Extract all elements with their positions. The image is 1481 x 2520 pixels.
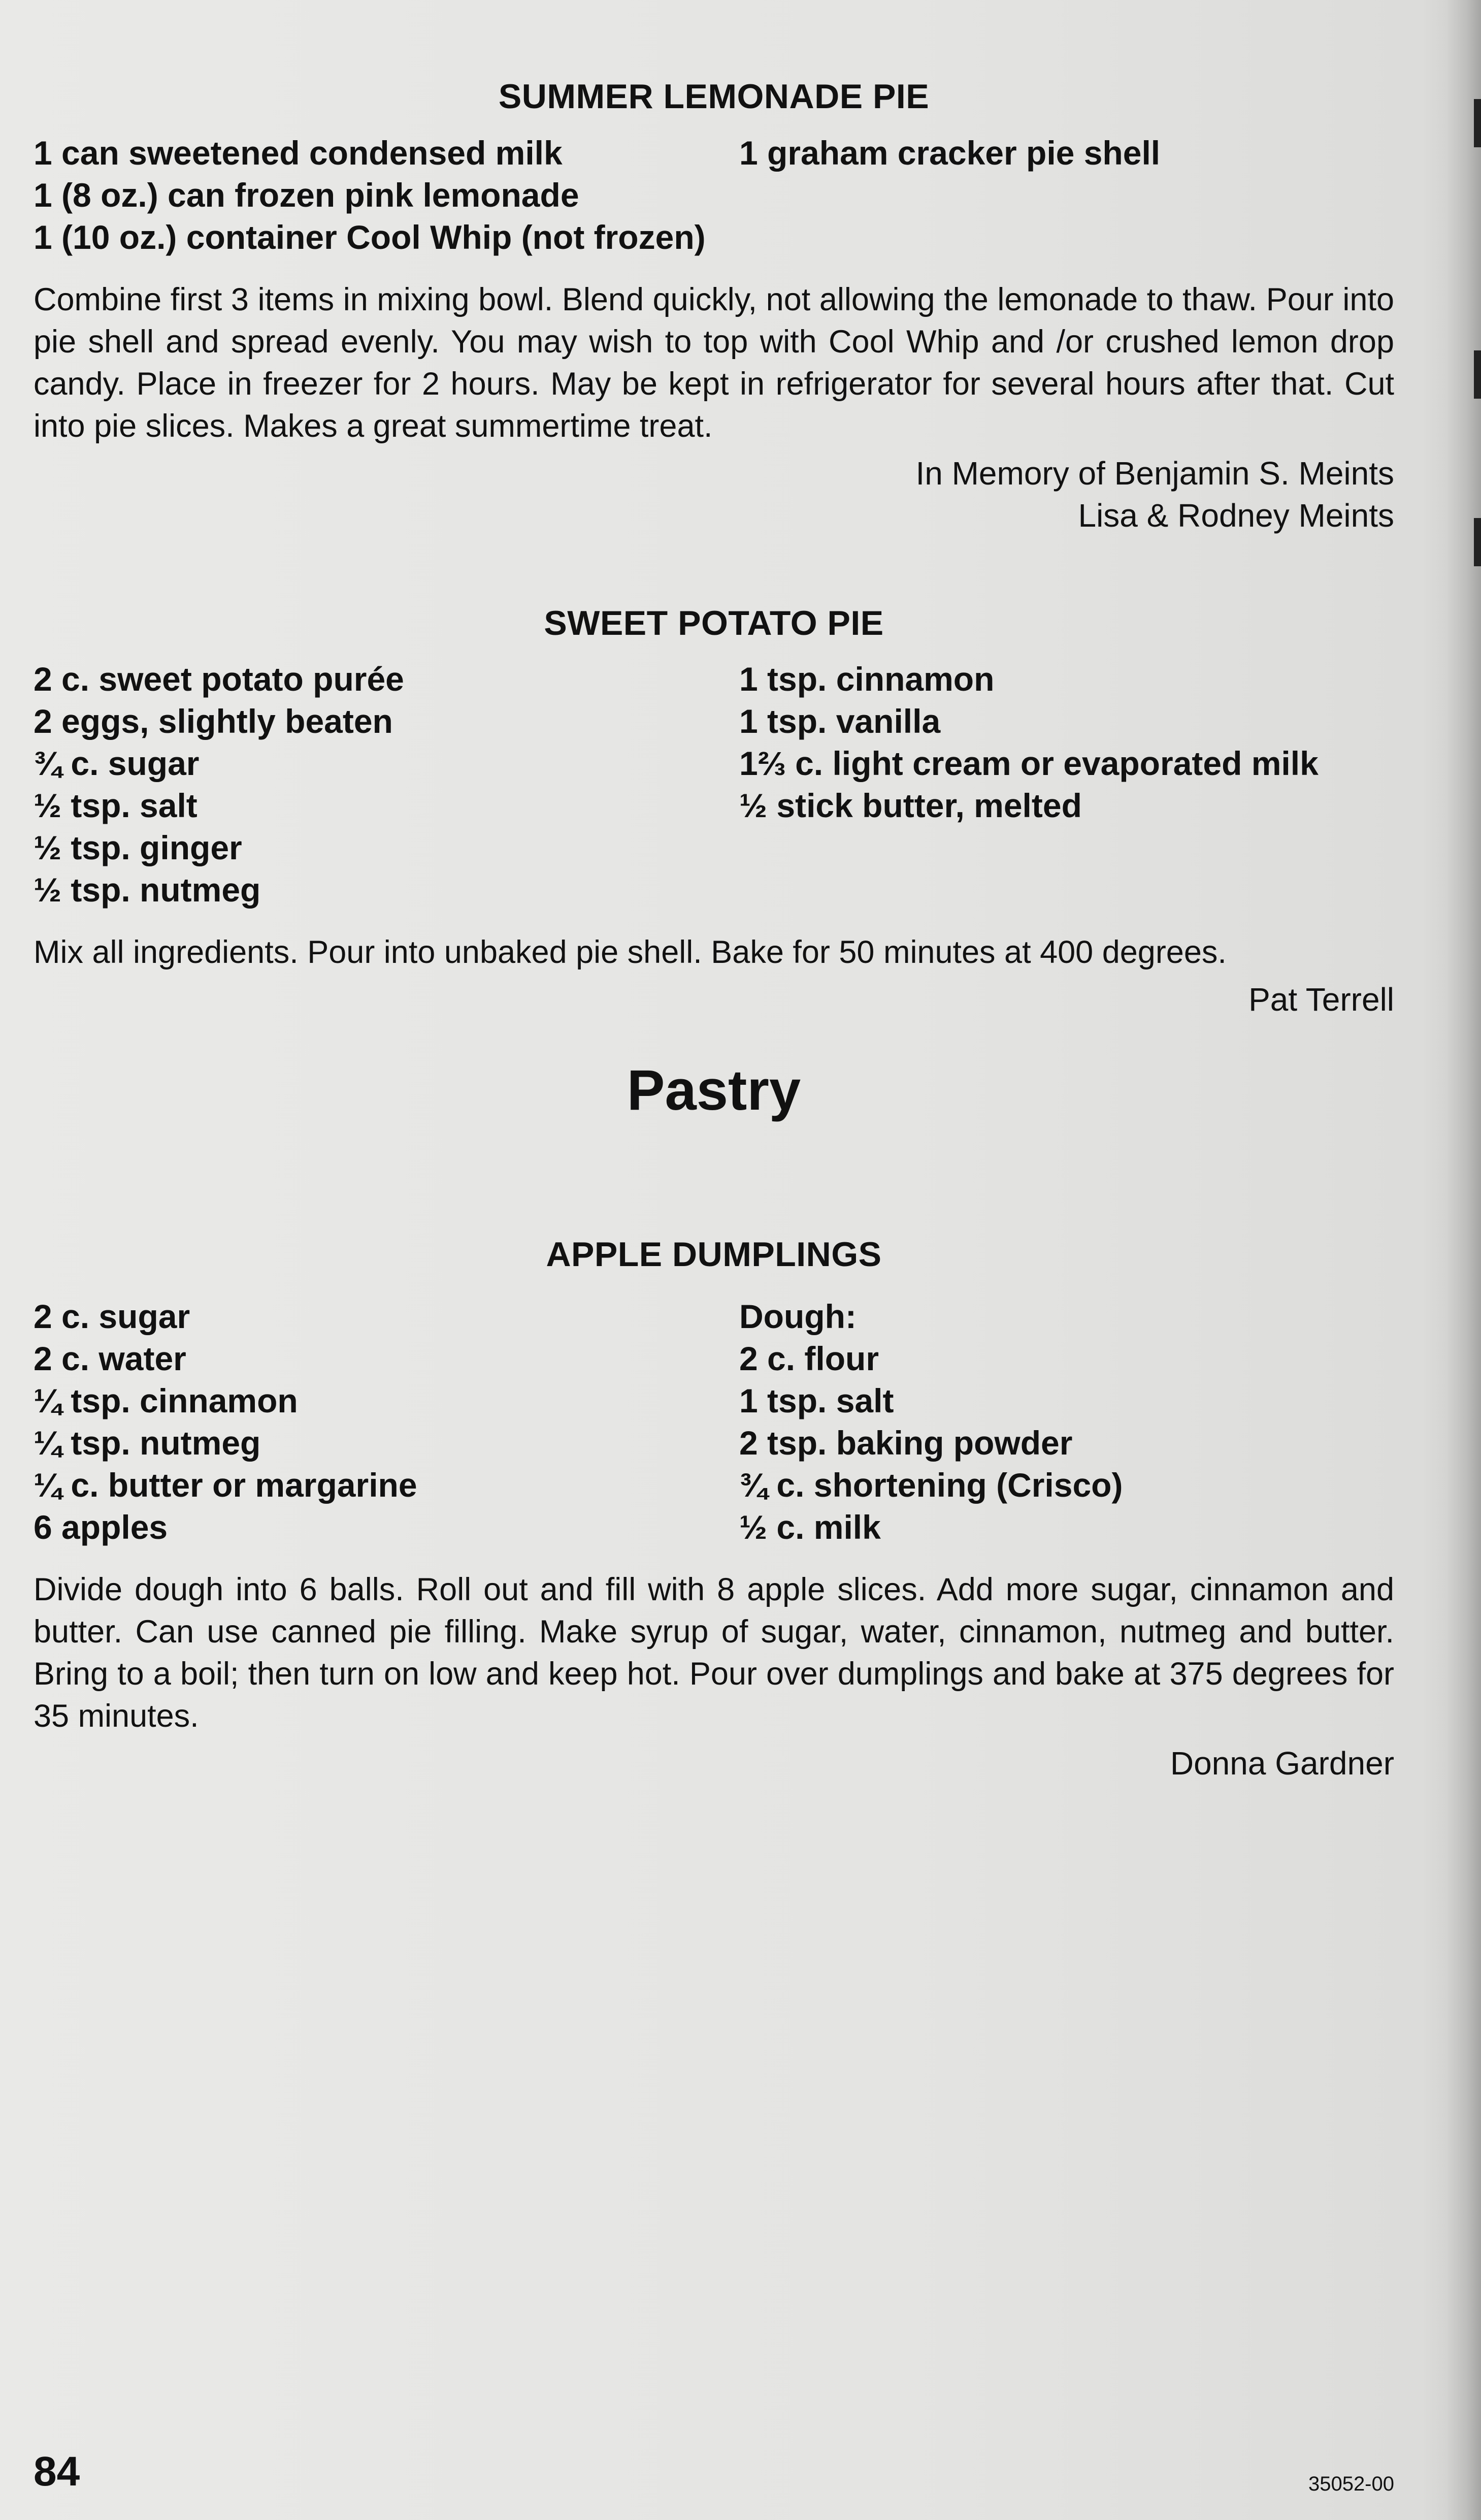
page-footer xyxy=(34,2448,1394,2496)
recipe-summer-lemonade-pie xyxy=(34,76,1394,537)
ingredient: 2 c. water xyxy=(34,1340,186,1378)
ingredient: ¾ c. shortening (Crisco) xyxy=(739,1466,1123,1504)
ingredient: ½ tsp. nutmeg xyxy=(34,871,261,909)
ingredient: 1 tsp. salt xyxy=(739,1382,894,1420)
ingredient: ½ c. milk xyxy=(739,1508,881,1546)
section-title: Pastry xyxy=(627,1058,801,1122)
recipe-instructions: Combine first 3 items in mixing bowl. Blend quickly, not allowing the lemonade to thaw. Pour into pie shell and spread evenly. You may wish to top with Cool Whip and /or crushed lemon drop candy. Place in freezer for 2 hours. May be kept in refrigerator for several hours after that. Cut into pie slices. Makes a great summertime treat. xyxy=(34,281,1394,444)
recipe-credit: In Memory of Benjamin S. Meints xyxy=(915,455,1394,492)
recipe-instructions: Divide dough into 6 balls. Roll out and fill with 8 apple slices. Add more sugar, cinnamon and butter. Can use canned pie filling. Make syrup of sugar, water, cinnamon, nutmeg and butter. Bring to a boil; then turn on low and keep hot. Pour over dumplings and bake at 375 degrees for 35 minutes. xyxy=(34,1572,1394,1734)
ingredient: 2 tsp. baking powder xyxy=(739,1424,1073,1462)
ingredient: ½ tsp. ginger xyxy=(34,829,242,867)
binding-mark xyxy=(1474,99,1481,147)
ingredient-columns xyxy=(34,658,1394,911)
recipe-sweet-potato-pie xyxy=(34,603,1394,1021)
ingredient: 1 can sweetened condensed milk xyxy=(34,134,563,172)
ingredient: ½ stick butter, melted xyxy=(739,787,1082,825)
recipe-credit: Pat Terrell xyxy=(1248,981,1394,1018)
recipe-title: APPLE DUMPLINGS xyxy=(546,1235,882,1274)
ingredient: 1 tsp. cinnamon xyxy=(739,660,995,698)
ingredient: ½ tsp. salt xyxy=(34,787,198,825)
recipe-credit: Donna Gardner xyxy=(1170,1745,1394,1782)
recipe-apple-dumplings xyxy=(34,1234,1394,1785)
ingredient: 2 eggs, slightly beaten xyxy=(34,702,393,740)
ingredient: ¼ c. butter or margarine xyxy=(34,1466,417,1504)
ingredient-column-right xyxy=(739,1296,1394,1548)
binding-mark xyxy=(1474,518,1481,566)
ingredient-column-left xyxy=(34,1296,739,1548)
ingredient: 2 c. flour xyxy=(739,1340,879,1378)
ingredient-subheading: Dough: xyxy=(739,1298,857,1336)
ingredient: ¼ tsp. nutmeg xyxy=(34,1424,261,1462)
ingredient: 2 c. sugar xyxy=(34,1298,190,1336)
ingredient: 6 apples xyxy=(34,1508,168,1546)
ingredient: 1 tsp. vanilla xyxy=(739,702,941,740)
recipe-instructions: Mix all ingredients. Pour into unbaked pie shell. Bake for 50 minutes at 400 degrees. xyxy=(34,934,1227,971)
page-number: 84 xyxy=(34,2448,80,2495)
ingredient: 1 (8 oz.) can frozen pink lemonade xyxy=(34,176,579,214)
ingredient-columns xyxy=(34,1296,1394,1548)
ingredient-column-right xyxy=(739,132,1394,259)
ingredient: 2 c. sweet potato purée xyxy=(34,660,404,698)
recipe-title: SUMMER LEMONADE PIE xyxy=(498,77,930,116)
ingredient: ¼ tsp. cinnamon xyxy=(34,1382,298,1420)
ingredient-column-left xyxy=(34,658,739,911)
ingredient-column-left xyxy=(34,132,739,259)
recipe-credit: Lisa & Rodney Meints xyxy=(1078,497,1394,534)
page-content xyxy=(34,76,1394,1785)
recipe-title: SWEET POTATO PIE xyxy=(544,603,884,642)
ingredient: 1 (10 oz.) container Cool Whip (not frozen) xyxy=(34,218,706,256)
catalog-number: 35052-00 xyxy=(1308,2473,1394,2495)
ingredient-column-right xyxy=(739,658,1394,911)
ingredient: 1 graham cracker pie shell xyxy=(739,134,1161,172)
ingredient-columns xyxy=(34,132,1394,259)
ingredient: ¾ c. sugar xyxy=(34,745,200,783)
binding-mark xyxy=(1474,350,1481,399)
ingredient: 1⅔ c. light cream or evaporated milk xyxy=(739,745,1319,783)
